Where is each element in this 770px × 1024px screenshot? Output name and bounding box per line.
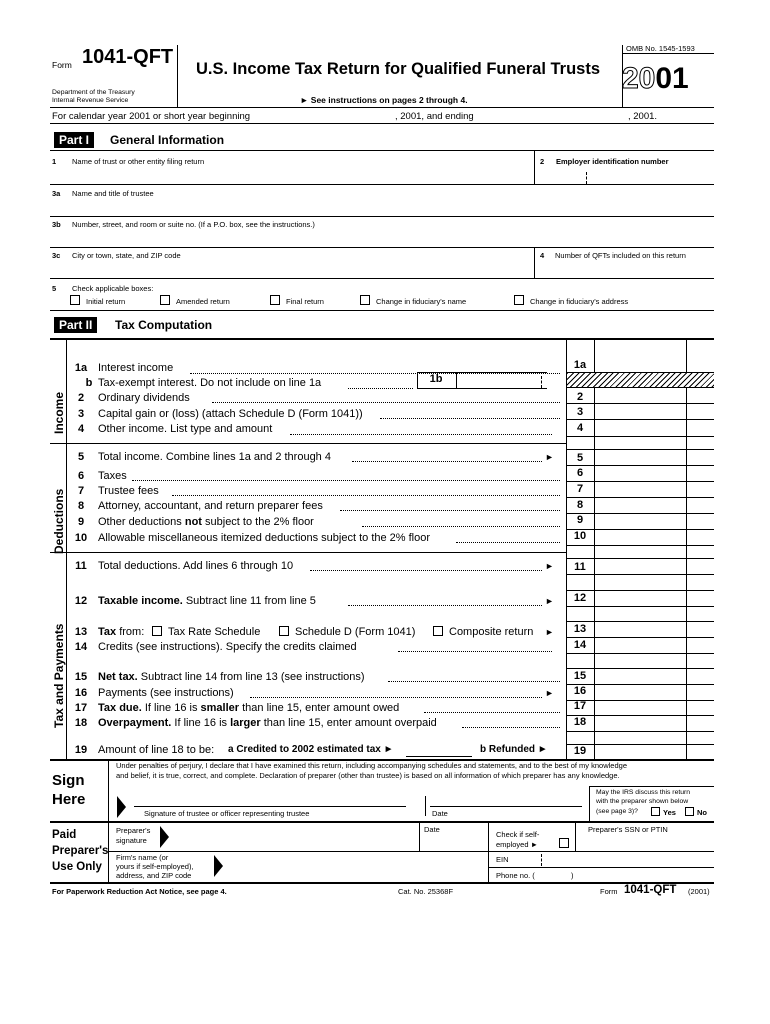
preparer-title-3: Use Only xyxy=(52,861,102,873)
sign-title-1: Sign xyxy=(52,772,85,789)
line10-text: Allowable miscellaneous itemized deductions subject to the 2% floor xyxy=(98,532,431,544)
line7-box: 7 xyxy=(576,483,584,495)
initial-return-label: Initial return xyxy=(86,297,126,306)
line6-num: 6 xyxy=(77,470,85,482)
line5-num: 5 xyxy=(77,451,85,463)
preparer-ssn-label: Preparer's SSN or PTIN xyxy=(588,825,668,834)
self-employed-checkbox[interactable] xyxy=(559,838,569,848)
line19-refunded: b Refunded ► xyxy=(480,744,548,755)
footer-form-word: Form xyxy=(600,887,618,896)
line7-num: 7 xyxy=(77,485,85,497)
sign-title-2: Here xyxy=(52,791,86,808)
line14-box: 14 xyxy=(573,639,587,651)
calendar-suffix: , 2001. xyxy=(628,111,658,122)
line18-text xyxy=(98,717,437,729)
line15-text-post: Subtract line 14 from line 13 (see instructions) xyxy=(137,671,365,683)
trustee-signature-field[interactable] xyxy=(134,792,406,805)
line3a-label: Name and title of trustee xyxy=(72,189,154,198)
side-income: Income xyxy=(52,391,66,434)
discuss-line-3: (see page 3)? xyxy=(596,808,638,815)
line18-text-post: than line 15, enter amount overpaid xyxy=(260,717,437,729)
discuss-line-2: with the preparer shown below xyxy=(596,798,689,805)
preparer-title-2: Preparer's xyxy=(52,845,109,857)
form-word: Form xyxy=(52,60,72,70)
line1-label: Name of trust or other entity filing return xyxy=(72,157,205,166)
calendar-middle: , 2001, and ending xyxy=(395,111,474,122)
line15-num: 15 xyxy=(74,671,88,683)
composite-return-label: Composite return xyxy=(449,626,534,638)
tax-year-bold: 01 xyxy=(655,62,689,95)
discuss-yes-checkbox[interactable] xyxy=(651,807,660,816)
line9-text xyxy=(98,516,314,528)
line1b-num: b xyxy=(85,377,93,389)
line15-box: 15 xyxy=(573,670,587,682)
line17-text xyxy=(98,702,399,714)
line1-num: 1 xyxy=(52,157,57,166)
final-return-checkbox[interactable] xyxy=(270,295,280,305)
change-name-label: Change in fiduciary's name xyxy=(376,297,467,306)
part2-tag: Part II xyxy=(54,317,97,333)
line18-text-bold2: larger xyxy=(230,717,261,729)
dept-label: Department of the Treasury xyxy=(52,89,135,96)
line9-text-pre: Other deductions xyxy=(98,516,185,528)
preparer-ein-label: EIN xyxy=(496,855,509,864)
preparer-date-label: Date xyxy=(424,825,440,834)
line3c-label: City or town, state, and ZIP code xyxy=(72,251,181,260)
line5-text: Total income. Combine lines 1a and 2 through 4 xyxy=(98,451,331,463)
line17-text-bold2: smaller xyxy=(200,702,240,714)
firm-label-1: Firm's name (or xyxy=(116,853,169,862)
phone-close: ) xyxy=(571,871,574,880)
line10-num: 10 xyxy=(74,532,88,544)
line17-text-post: than line 15, enter amount owed xyxy=(239,702,400,714)
line3b-num: 3b xyxy=(52,220,61,229)
ein-field[interactable] xyxy=(540,170,710,184)
line19-text-pre: Amount of line 18 to be: xyxy=(98,744,215,756)
line4-amount[interactable] xyxy=(595,420,685,435)
line13-text-post: from: xyxy=(116,626,145,638)
line11-text: Total deductions. Add lines 6 through 10 xyxy=(98,560,294,572)
line2-num: 2 xyxy=(540,157,545,166)
line1a-amount[interactable] xyxy=(595,341,685,371)
line14-text: Credits (see instructions). Specify the credits claimed xyxy=(98,641,357,653)
line11-arrow-icon: ► xyxy=(545,561,554,571)
line3-amount[interactable] xyxy=(595,404,685,418)
line13-num: 13 xyxy=(74,626,88,638)
firm-arrow-icon xyxy=(214,855,223,877)
phone-field[interactable] xyxy=(546,869,712,881)
preparer-signature-field[interactable] xyxy=(172,823,417,850)
line15-amount[interactable] xyxy=(595,669,685,683)
line5-box: 5 xyxy=(576,452,584,464)
line5-amount[interactable] xyxy=(595,450,685,464)
final-return-label: Final return xyxy=(286,297,324,306)
line1b-box: 1b xyxy=(429,373,443,385)
line3-text: Capital gain or (loss) (attach Schedule D (Form 1041)) xyxy=(98,408,363,420)
line16-box: 16 xyxy=(573,685,587,697)
tax-year-outline: 20 xyxy=(622,62,656,95)
line18-text-mid: If line 16 is xyxy=(171,717,231,729)
line19-amount[interactable] xyxy=(595,745,685,759)
preparer-ein-field[interactable] xyxy=(516,853,712,866)
line1b-text: Tax-exempt interest. Do not include on line 1a xyxy=(98,377,322,389)
line3c-num: 3c xyxy=(52,251,61,260)
line18-amount[interactable] xyxy=(595,716,685,730)
preparer-date-field[interactable] xyxy=(424,834,486,849)
calendar-prefix: For calendar year 2001 or short year beginning xyxy=(52,111,251,122)
street-field[interactable] xyxy=(72,229,712,245)
line8-text: Attorney, accountant, and return preparer fees xyxy=(98,500,323,512)
line2-amount[interactable] xyxy=(595,388,685,402)
line9-amount[interactable] xyxy=(595,514,685,528)
self-employed-label-2: employed ► xyxy=(496,840,539,849)
line9-box: 9 xyxy=(576,514,584,526)
line16-num: 16 xyxy=(74,687,88,699)
form-title: U.S. Income Tax Return for Qualified Funeral Trusts xyxy=(196,60,601,78)
instructions-note: ► See instructions on pages 2 through 4. xyxy=(300,95,468,105)
line13-text xyxy=(98,626,144,638)
line4-box: 4 xyxy=(576,422,584,434)
line3b-label: Number, street, and room or suite no. (If a P.O. box, see the instructions.) xyxy=(72,220,315,229)
line17-box: 17 xyxy=(573,700,587,712)
line1a-num: 1a xyxy=(74,362,88,374)
line6-text: Taxes xyxy=(98,470,127,482)
omb-number: OMB No. 1545-1593 xyxy=(626,44,695,53)
form-number: 1041-QFT xyxy=(82,46,174,68)
tax-rate-schedule-label: Tax Rate Schedule xyxy=(168,626,261,638)
line18-num: 18 xyxy=(74,717,88,729)
trust-name-field[interactable] xyxy=(72,166,532,182)
perjury-line-2: and belief, it is true, correct, and complete. Declaration of preparer (other than trustee) is based on all information of which preparer has any knowledge. xyxy=(116,771,620,780)
line3a-num: 3a xyxy=(52,189,61,198)
discuss-yes-label: Yes xyxy=(663,808,676,817)
line1a-text: Interest income xyxy=(98,362,174,374)
line8-amount[interactable] xyxy=(595,498,685,512)
line9-text-post: subject to the 2% floor xyxy=(201,516,314,528)
part1-tag: Part I xyxy=(54,132,94,148)
line13-text-bold: Tax xyxy=(98,626,117,638)
line4-num: 4 xyxy=(540,251,545,260)
amended-return-checkbox[interactable] xyxy=(160,295,170,305)
line16-text: Payments (see instructions) xyxy=(98,687,234,699)
change-address-label: Change in fiduciary's address xyxy=(530,297,629,306)
line4-label: Number of QFTs included on this return xyxy=(555,251,686,260)
line2-text: Ordinary dividends xyxy=(98,392,190,404)
line5-num: 5 xyxy=(52,284,57,293)
line8-box: 8 xyxy=(576,499,584,511)
perjury-line-1: Under penalties of perjury, I declare that I have examined this return, including accompanying schedules and statements, and to the best of my knowledge xyxy=(116,761,627,770)
line2-label: Employer identification number xyxy=(556,157,669,166)
change-address-checkbox[interactable] xyxy=(514,295,524,305)
line17-text-bold: Tax due. xyxy=(98,702,142,714)
irs-label: Internal Revenue Service xyxy=(52,97,129,104)
line4-num: 4 xyxy=(77,423,85,435)
cat-number: Cat. No. 25368F xyxy=(398,887,454,896)
line8-num: 8 xyxy=(77,500,85,512)
line12-text-post: Subtract line 11 from line 5 xyxy=(182,595,316,607)
preparer-sig-label-1: Preparer's xyxy=(116,826,151,835)
line13-arrow-icon: ► xyxy=(545,627,554,637)
part1-title: General Information xyxy=(110,133,225,147)
sign-date-label: Date xyxy=(432,809,448,818)
discuss-no-label: No xyxy=(697,808,707,817)
line13-box: 13 xyxy=(573,623,587,635)
line14-amount[interactable] xyxy=(595,638,685,652)
line1a-box: 1a xyxy=(573,359,587,371)
line4-text: Other income. List type and amount xyxy=(98,423,273,435)
preparer-ssn-field[interactable] xyxy=(580,834,712,849)
line12-text-bold: Taxable income. xyxy=(98,595,183,607)
line16-arrow-icon: ► xyxy=(545,688,554,698)
line16-amount[interactable] xyxy=(595,685,685,699)
schedule-d-label: Schedule D (Form 1041) xyxy=(295,626,416,638)
qft-count-field[interactable] xyxy=(540,261,710,276)
line6-box: 6 xyxy=(576,467,584,479)
paperwork-notice: For Paperwork Reduction Act Notice, see page 4. xyxy=(52,887,227,896)
change-name-checkbox[interactable] xyxy=(360,295,370,305)
line12-num: 12 xyxy=(74,595,88,607)
line18-box: 18 xyxy=(573,716,587,728)
line10-amount[interactable] xyxy=(595,530,685,544)
schedule-d-checkbox[interactable] xyxy=(279,626,289,636)
sign-date-field[interactable] xyxy=(430,792,582,805)
tax-year xyxy=(622,62,689,96)
line2-num: 2 xyxy=(77,392,85,404)
line6-amount[interactable] xyxy=(595,466,685,480)
line19-num: 19 xyxy=(74,744,88,756)
footer-year: (2001) xyxy=(688,887,710,896)
firm-label-2: yours if self-employed), xyxy=(116,862,194,871)
tax-rate-schedule-checkbox[interactable] xyxy=(152,626,162,636)
line9-text-bold: not xyxy=(184,516,202,528)
side-deductions: Deductions xyxy=(52,488,66,554)
line17-num: 17 xyxy=(74,702,88,714)
line15-text-bold: Net tax. xyxy=(98,671,138,683)
line5-label: Check applicable boxes: xyxy=(72,284,154,293)
side-tax-payments: Tax and Payments xyxy=(52,623,66,728)
amended-return-label: Amended return xyxy=(176,297,230,306)
line11-num: 11 xyxy=(75,560,87,572)
preparer-sig-arrow-icon xyxy=(160,826,169,848)
city-field[interactable] xyxy=(72,261,532,276)
self-employed-label-1: Check if self- xyxy=(496,830,540,839)
line19-credited: a Credited to 2002 estimated tax ► xyxy=(228,744,394,755)
initial-return-checkbox[interactable] xyxy=(70,295,80,305)
discuss-line-1: May the IRS discuss this return xyxy=(596,789,691,796)
line11-amount[interactable] xyxy=(595,559,685,573)
phone-label: Phone no. ( xyxy=(496,871,535,880)
line11-box: 11 xyxy=(574,561,586,573)
preparer-title-1: Paid xyxy=(52,829,77,841)
line12-text xyxy=(98,595,316,607)
discuss-no-checkbox[interactable] xyxy=(685,807,694,816)
line12-box: 12 xyxy=(573,592,587,604)
line10-box: 10 xyxy=(573,530,587,542)
line5-arrow-icon: ► xyxy=(545,452,554,462)
footer-form-number: 1041-QFT xyxy=(624,884,677,896)
line3-box: 3 xyxy=(576,406,584,418)
signature-label: Signature of trustee or officer representing trustee xyxy=(144,809,310,818)
line18-text-bold: Overpayment. xyxy=(98,717,172,729)
line9-num: 9 xyxy=(77,516,85,528)
line1b-amount[interactable] xyxy=(458,373,546,387)
line17-amount[interactable] xyxy=(595,701,685,714)
line2-box: 2 xyxy=(576,391,584,403)
line15-text xyxy=(98,671,365,683)
firm-name-field[interactable] xyxy=(228,852,486,880)
composite-return-checkbox[interactable] xyxy=(433,626,443,636)
trustee-name-field[interactable] xyxy=(72,198,712,214)
line17-text-mid: If line 16 is xyxy=(141,702,201,714)
line13-amount[interactable] xyxy=(595,622,685,636)
line12-arrow-icon: ► xyxy=(545,596,554,606)
sign-arrow-icon xyxy=(117,796,126,818)
line7-text: Trustee fees xyxy=(98,485,159,497)
line1b-hatch xyxy=(567,373,714,387)
preparer-sig-label-2: signature xyxy=(116,836,147,845)
line12-amount[interactable] xyxy=(595,591,685,605)
firm-label-3: address, and ZIP code xyxy=(116,871,192,880)
line19-box: 19 xyxy=(573,745,587,757)
line7-amount[interactable] xyxy=(595,482,685,496)
line19-credited-field[interactable] xyxy=(406,744,472,756)
line14-num: 14 xyxy=(74,641,88,653)
line3-num: 3 xyxy=(77,408,85,420)
part2-title: Tax Computation xyxy=(115,318,213,332)
